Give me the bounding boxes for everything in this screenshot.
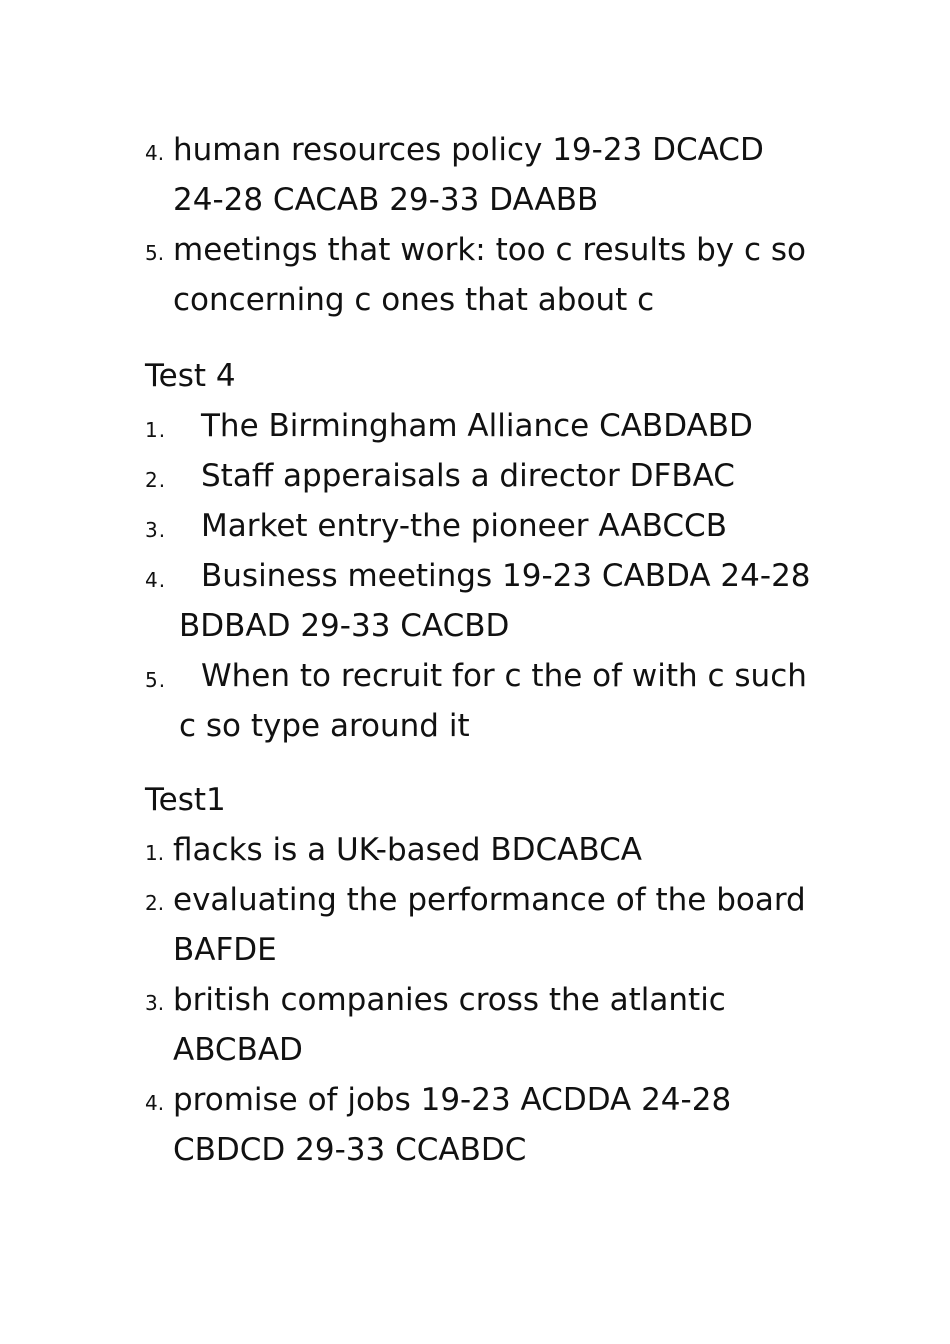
list-item [145, 875, 845, 975]
section-spacer [145, 325, 845, 351]
item-text-line: meetings that work: too c results by c so [173, 232, 807, 268]
section-spacer [145, 751, 845, 775]
list-item [145, 451, 845, 501]
list-item [145, 825, 845, 875]
list-item [145, 1075, 845, 1175]
item-number: 4. [145, 141, 165, 165]
list-item [145, 125, 845, 225]
list-item [145, 651, 845, 751]
item-text-line: human resources policy 19-23 DCACD [173, 132, 764, 168]
document-page [145, 125, 845, 1175]
item-text-line: ABCBAD [173, 1032, 303, 1068]
item-text-line: evaluating the performance of the board [173, 882, 806, 918]
item-number: 1. [145, 418, 167, 442]
item-number: 4. [145, 568, 167, 592]
item-number: 1. [145, 841, 165, 865]
previous-test-section [145, 125, 845, 325]
section-heading: Test1 [145, 782, 226, 818]
item-number: 2. [145, 468, 167, 492]
item-text-line: flacks is a UK-based BDCABCA [173, 832, 642, 868]
item-text-line: BDBAD 29-33 CACBD [179, 608, 510, 644]
item-text-line: concerning c ones that about c [173, 282, 655, 318]
test1-section [145, 775, 845, 1175]
item-number: 3. [145, 518, 167, 542]
section-heading: Test 4 [145, 358, 236, 394]
item-number: 5. [145, 668, 167, 692]
item-text-line: 24-28 CACAB 29-33 DAABB [173, 182, 599, 218]
item-text-line: The Birmingham Alliance CABDABD [201, 408, 753, 444]
item-text-line: CBDCD 29-33 CCABDC [173, 1132, 527, 1168]
item-number: 5. [145, 241, 165, 265]
list-item [145, 551, 845, 651]
item-text-line: Staff apperaisals a director DFBAC [201, 458, 735, 494]
item-text-line: c so type around it [179, 708, 470, 744]
list-item [145, 225, 845, 325]
item-number: 3. [145, 991, 165, 1015]
list-item [145, 975, 845, 1075]
item-text-line: When to recruit for c the of with c such [201, 658, 807, 694]
test4-section [145, 351, 845, 751]
list-item [145, 501, 845, 551]
item-text-line: british companies cross the atlantic [173, 982, 726, 1018]
item-text-line: BAFDE [173, 932, 277, 968]
item-text-line: Market entry-the pioneer AABCCB [201, 508, 727, 544]
list-item [145, 401, 845, 451]
item-number: 4. [145, 1091, 165, 1115]
item-text-line: promise of jobs 19-23 ACDDA 24-28 [173, 1082, 732, 1118]
item-text-line: Business meetings 19-23 CABDA 24-28 [201, 558, 811, 594]
item-number: 2. [145, 891, 165, 915]
